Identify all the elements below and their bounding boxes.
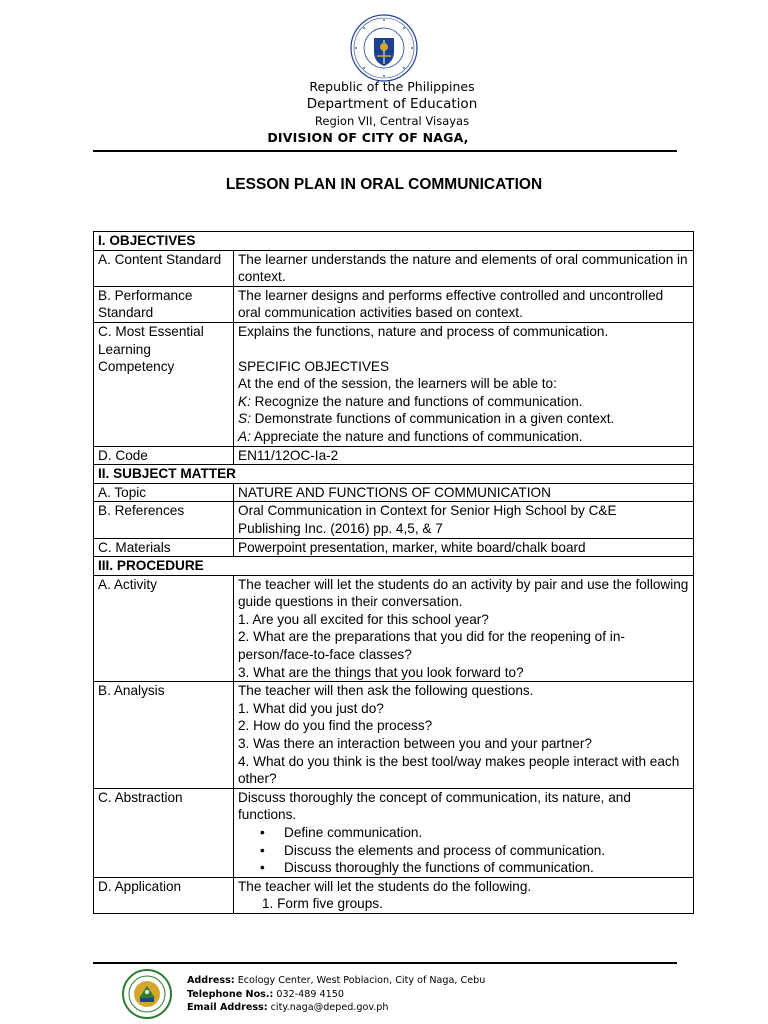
references-line2: Publishing Inc. (2016) pp. 4,5, & 7 — [238, 520, 443, 536]
specific-objectives-intro: At the end of the session, the learners will be able to: — [238, 376, 557, 392]
division-logo — [122, 969, 172, 1019]
analysis-question-3: 3. Was there an interaction between you and your partner? — [238, 736, 592, 752]
abstraction-bullet-list — [238, 824, 689, 877]
topic-label: A. Topic — [94, 483, 234, 502]
melc-cell — [234, 322, 694, 446]
header-republic: Republic of the Philippines — [309, 79, 475, 94]
header-divider — [93, 150, 677, 152]
melc-row — [94, 322, 694, 446]
objective-k-letter: K: — [238, 393, 251, 409]
materials-label: C. Materials — [94, 538, 234, 557]
objective-attitude — [238, 428, 689, 446]
deped-seal-logo — [350, 14, 418, 82]
footer-email: Email Address: city.naga@deped.gov.ph — [187, 1002, 389, 1013]
materials-row — [94, 538, 694, 557]
melc-label: C. Most Essential Learning Competency — [94, 322, 234, 446]
application-step-1: 1. Form five groups. — [262, 896, 383, 912]
abstraction-bullet-2: • Discuss the elements and process of communication. — [284, 842, 689, 860]
abstraction-bullet-1: • Define communication. — [284, 824, 689, 842]
footer-contact — [187, 974, 485, 1015]
objective-k-text: Recognize the nature and functions of communication. — [250, 393, 583, 409]
performance-standard-row — [94, 286, 694, 322]
application-label: D. Application — [94, 877, 234, 913]
footer-address: Address: Ecology Center, West Poblacion, City of Naga, Cebu — [187, 975, 486, 986]
analysis-question-2: 2. How do you find the process? — [238, 718, 433, 734]
objectives-heading: I. OBJECTIVES — [94, 232, 694, 251]
activity-row — [94, 575, 694, 682]
objective-knowledge — [238, 393, 689, 411]
analysis-row — [94, 682, 694, 789]
performance-standard-text: The learner designs and performs effective controlled and uncontrolled oral communication activities based on context. — [234, 286, 694, 322]
lesson-plan-table — [93, 231, 694, 914]
melc-text: Explains the functions, nature and process of communication. — [238, 323, 609, 339]
footer-divider — [93, 962, 677, 964]
procedure-heading: III. PROCEDURE — [94, 557, 694, 576]
application-intro: The teacher will let the students do the following. — [238, 878, 532, 894]
procedure-heading-row — [94, 557, 694, 576]
topic-value: NATURE AND FUNCTIONS OF COMMUNICATION — [234, 483, 694, 502]
objective-skill — [238, 410, 689, 428]
objective-s-text: Demonstrate functions of communication in a given context. — [250, 411, 615, 427]
application-cell — [234, 877, 694, 913]
performance-standard-label: B. Performance Standard — [94, 286, 234, 322]
subject-matter-heading-row — [94, 465, 694, 484]
references-label: B. References — [94, 502, 234, 538]
references-line1: Oral Communication in Context for Senior High School by C&E — [238, 503, 617, 519]
spacer — [238, 341, 689, 358]
header-department: Department of Education — [306, 96, 478, 112]
objective-s-letter: S: — [238, 411, 251, 427]
topic-row — [94, 483, 694, 502]
objectives-heading-row — [94, 232, 694, 251]
activity-cell — [234, 575, 694, 682]
analysis-cell — [234, 682, 694, 789]
objective-a-text: Appreciate the nature and functions of communication. — [250, 428, 583, 444]
subject-matter-heading: II. SUBJECT MATTER — [94, 465, 694, 484]
analysis-question-1: 1. What did you just do? — [238, 700, 384, 716]
analysis-question-4: 4. What do you think is the best tool/way makes people interact with each other? — [238, 753, 680, 787]
abstraction-intro: Discuss thoroughly the concept of communication, its nature, and functions. — [238, 789, 631, 823]
abstraction-cell — [234, 788, 694, 877]
objective-a-letter: A: — [238, 428, 251, 444]
page-title: LESSON PLAN IN ORAL COMMUNICATION — [225, 176, 543, 193]
activity-question-2: 2. What are the preparations that you did for the reopening of in-person/face-to-face classes? — [238, 629, 625, 663]
footer-telephone: Telephone Nos.: 032-489 4150 — [187, 988, 344, 1000]
materials-value: Powerpoint presentation, marker, white board/chalk board — [234, 538, 694, 557]
abstraction-bullet-3: • Discuss thoroughly the functions of communication. — [284, 859, 689, 877]
abstraction-label: C. Abstraction — [94, 788, 234, 877]
references-row — [94, 502, 694, 538]
content-standard-text: The learner understands the nature and elements of oral communication in context. — [234, 250, 694, 286]
activity-question-1: 1. Are you all excited for this school year? — [238, 611, 489, 627]
abstraction-row — [94, 788, 694, 877]
code-label: D. Code — [94, 446, 234, 465]
content-standard-label: A. Content Standard — [94, 250, 234, 286]
header-region: Region VII, Central Visayas — [314, 114, 470, 128]
activity-question-3: 3. What are the things that you look forward to? — [238, 664, 524, 680]
analysis-intro: The teacher will then ask the following questions. — [238, 683, 534, 699]
application-row — [94, 877, 694, 913]
code-value: EN11/12OC-Ia-2 — [234, 446, 694, 465]
content-standard-row — [94, 250, 694, 286]
header-division: DIVISION OF CITY OF NAGA, — [267, 130, 469, 145]
references-cell — [234, 502, 694, 538]
code-row — [94, 446, 694, 465]
activity-intro: The teacher will let the students do an activity by pair and use the following guide questions in their conversation. — [238, 576, 689, 610]
activity-label: A. Activity — [94, 575, 234, 682]
analysis-label: B. Analysis — [94, 682, 234, 789]
specific-objectives-heading: SPECIFIC OBJECTIVES — [238, 358, 390, 374]
